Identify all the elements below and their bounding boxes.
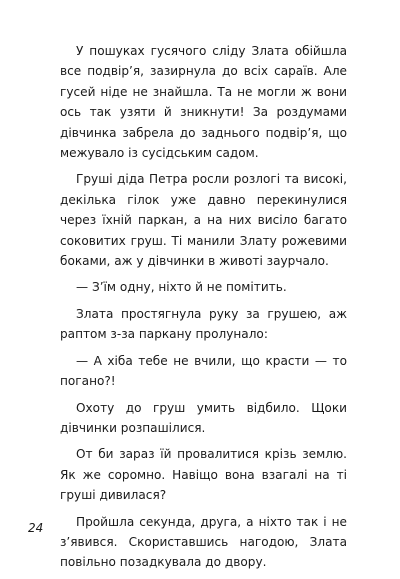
paragraph-1: У пошуках гусячого сліду Злата обійшла все подвір’я, зазирнула до всіх сараїв. Але гусей ніде не знайшла. Та не могли ж вони ось так узяти й зникнути! За роздумами дівчинка забрела до заднього подвір’я, що межувало із сусідським садом. [60,44,347,161]
paragraph-6: Охоту до груш умить відбило. Щоки дівчинки розпашілися. [60,400,347,435]
paragraph-3: — З’їм одну, ніхто й не помітить. [76,280,287,295]
paragraph-4: Злата простягнула руку за грушею, аж раптом з-за паркану пролунало: [60,306,347,342]
paragraph-5: — А хіба тебе не вчили, що красти — то погано?! [60,353,347,389]
paragraph-8: Пройшла секунда, друга, а ніхто так і не з’явився. Скориставшись нагодою, Злата повільно позадкувала до двору. [60,514,347,570]
paragraph-7: От би зараз їй провалитися крізь землю. Як же соромно. Навіщо вона взагалі на ті груші дивилася? [60,447,347,503]
paragraph-2: Груші діда Петра росли розлогі та високі, декілька гілок уже давно перекинулися через їхній паркан, а на них висіло багато соковитих груш. Ті манили Злату рожевими боками, аж у дівчинки в животі заурчало. [60,172,347,269]
page-number: 24 [28,521,44,535]
body-text [60,41,347,579]
